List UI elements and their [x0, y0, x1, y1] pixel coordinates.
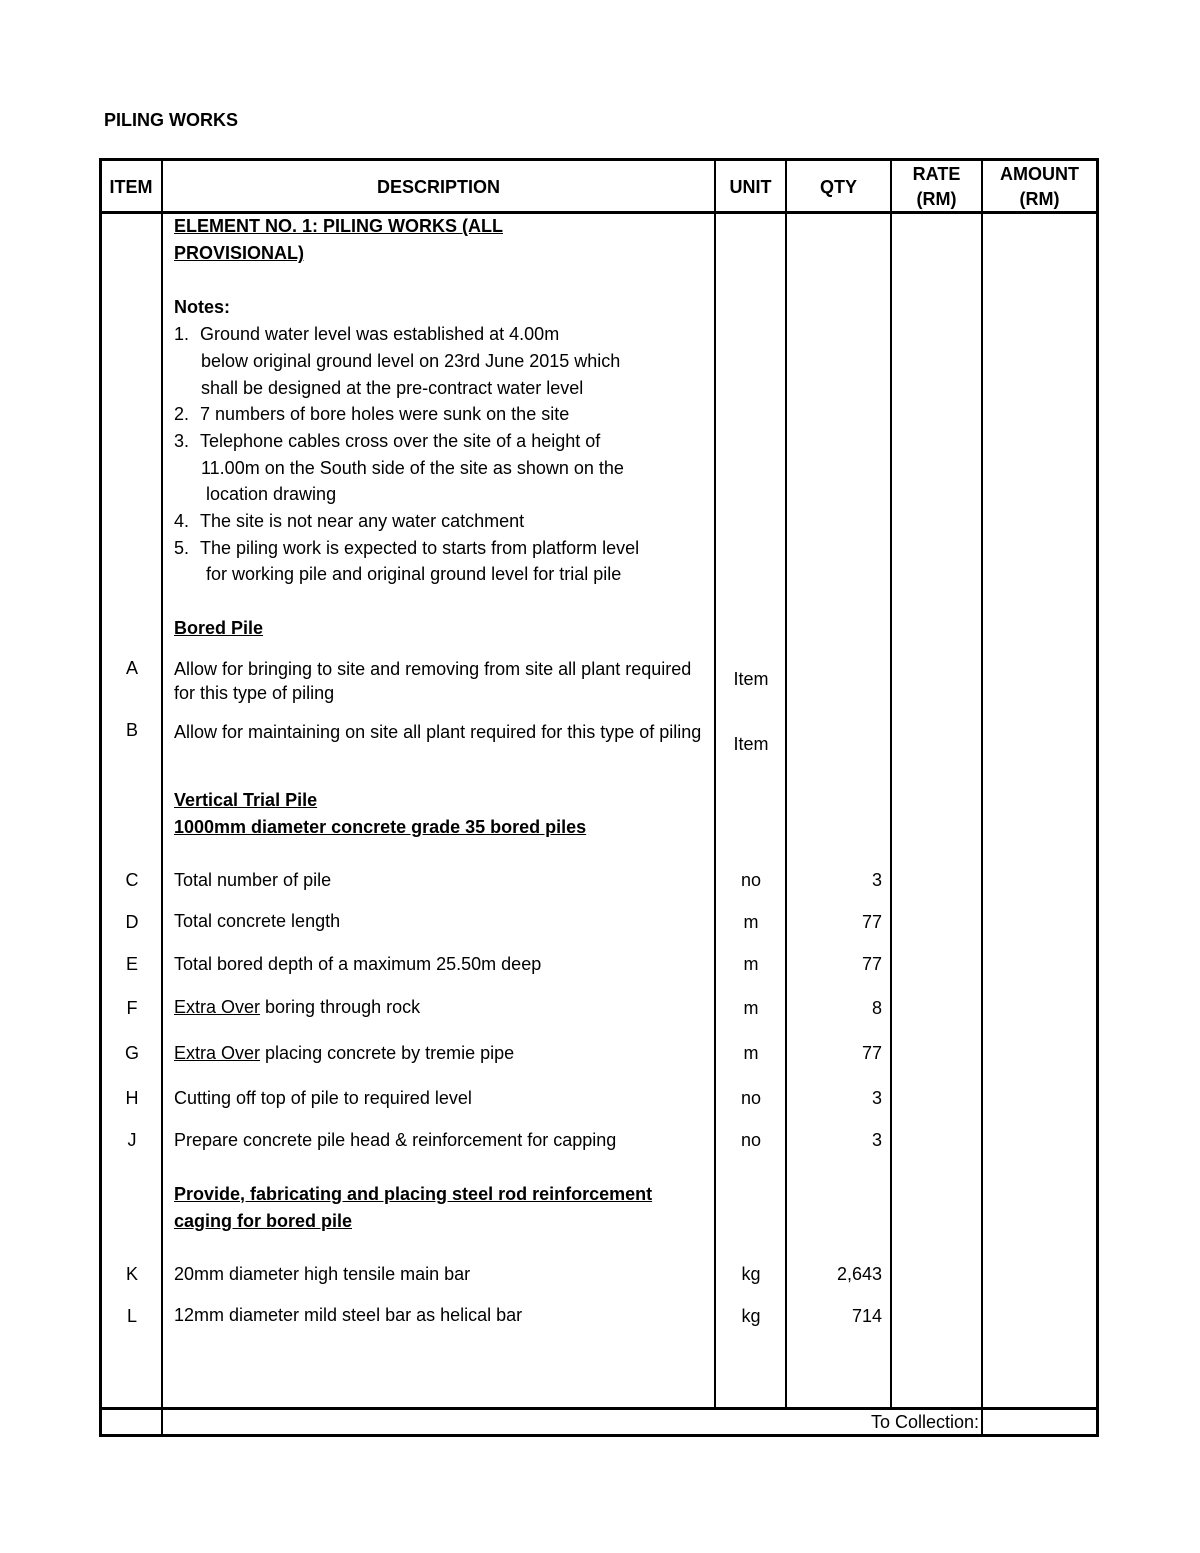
note-5-number: 5.	[174, 538, 190, 558]
note-3-line1: Telephone cables cross over the site of a height of	[200, 431, 601, 451]
note-5	[174, 535, 639, 562]
item-code-c: C	[125, 870, 139, 890]
left-border	[99, 158, 102, 1437]
right-border	[1096, 158, 1099, 1437]
header-rate-line1: RATE	[912, 164, 961, 184]
table-top-border	[99, 158, 1099, 161]
header-amount-line1: AMOUNT	[1000, 164, 1079, 184]
item-desc-h: Cutting off top of pile to required level	[174, 1088, 472, 1108]
item-desc-g-text: placing concrete by tremie pipe	[260, 1043, 515, 1063]
item-qty-h: 3	[871, 1088, 882, 1108]
header-unit: UNIT	[729, 177, 772, 197]
item-unit-b: Item	[733, 734, 769, 754]
item-unit-k: kg	[741, 1264, 761, 1284]
desc-col-divider	[714, 158, 716, 1410]
item-code-j: J	[127, 1130, 137, 1150]
item-unit-l: kg	[741, 1306, 761, 1326]
item-unit-j: no	[740, 1130, 762, 1150]
item-code-h: H	[125, 1088, 139, 1108]
qty-col-divider	[890, 158, 892, 1410]
item-qty-f: 8	[871, 998, 882, 1018]
note-5-line2: for working pile and original ground level for trial pile	[206, 564, 622, 584]
item-col-divider	[161, 158, 163, 1437]
note-5-line1: The piling work is expected to starts from platform level	[200, 538, 640, 558]
item-unit-d: m	[743, 912, 759, 932]
rate-col-divider	[981, 158, 983, 1437]
item-qty-g: 77	[861, 1043, 882, 1063]
note-4-number: 4.	[174, 511, 190, 531]
section-reinforcement-line2: caging for bored pile	[174, 1211, 353, 1231]
section-diameter-heading: 1000mm diameter concrete grade 35 bored piles	[174, 817, 587, 837]
section-bored-pile: Bored Pile	[174, 618, 264, 638]
to-collection-label: To Collection:	[870, 1412, 979, 1432]
item-code-d: D	[125, 912, 139, 932]
section-vertical-trial-pile: Vertical Trial Pile	[174, 790, 318, 810]
note-3-number: 3.	[174, 431, 190, 451]
note-4-line1: The site is not near any water catchment	[200, 511, 525, 531]
header-item: ITEM	[109, 177, 153, 197]
item-unit-a: Item	[733, 669, 769, 689]
header-description: DESCRIPTION	[376, 177, 500, 197]
item-code-a: A	[125, 658, 138, 678]
item-desc-k: 20mm diameter high tensile main bar	[174, 1264, 471, 1284]
note-4	[174, 508, 524, 535]
item-qty-j: 3	[871, 1130, 882, 1150]
item-code-b: B	[125, 720, 138, 740]
note-3-line2: 11.00m on the South side of the site as shown on the	[201, 458, 624, 478]
item-desc-e: Total bored depth of a maximum 25.50m deep	[174, 954, 542, 974]
note-2-number: 2.	[174, 404, 190, 424]
item-qty-d: 77	[861, 912, 882, 932]
element-heading-line2: PROVISIONAL)	[174, 243, 305, 263]
note-1-line1: Ground water level was established at 4.00m	[200, 324, 560, 344]
item-unit-h: no	[740, 1088, 762, 1108]
item-desc-b: Allow for maintaining on site all plant required for this type of piling	[174, 722, 702, 742]
item-desc-f-prefix: Extra Over	[174, 997, 261, 1017]
item-unit-g: m	[743, 1043, 759, 1063]
element-heading-line1: ELEMENT NO. 1: PILING WORKS (ALL	[174, 216, 503, 236]
header-qty: QTY	[819, 177, 857, 197]
item-qty-e: 77	[861, 954, 882, 974]
note-1-line2: below original ground level on 23rd June 2015 which	[201, 351, 621, 371]
section-reinforcement-line1: Provide, fabricating and placing steel rod reinforcement	[174, 1184, 653, 1204]
item-desc-f-text: boring through rock	[260, 997, 421, 1017]
item-code-g: G	[124, 1043, 139, 1063]
item-qty-l: 714	[851, 1306, 882, 1326]
item-code-e: E	[125, 954, 138, 974]
item-desc-j: Prepare concrete pile head & reinforcement for capping	[174, 1130, 617, 1150]
note-3	[174, 428, 600, 455]
item-unit-e: m	[743, 954, 759, 974]
item-code-f: F	[126, 998, 138, 1018]
item-desc-d: Total concrete length	[174, 911, 341, 931]
header-rate	[892, 163, 981, 210]
item-desc-g-prefix: Extra Over	[174, 1043, 261, 1063]
note-3-line3: location drawing	[206, 484, 337, 504]
note-1-line3: shall be designed at the pre-contract water level	[201, 378, 584, 398]
item-desc-a: Allow for bringing to site and removing from site all plant required for this type of piling	[174, 659, 692, 703]
item-unit-c: no	[740, 870, 762, 890]
page-title: PILING WORKS	[104, 110, 238, 130]
notes-title: Notes:	[174, 297, 231, 317]
item-desc-l: 12mm diameter mild steel bar as helical bar	[174, 1305, 523, 1325]
note-1	[174, 321, 559, 348]
item-desc-g	[174, 1040, 514, 1067]
item-code-l: L	[126, 1306, 137, 1326]
item-unit-f: m	[743, 998, 759, 1018]
header-amount	[983, 163, 1096, 210]
note-2	[174, 401, 569, 428]
item-desc-f	[174, 994, 420, 1021]
table-bottom-border	[99, 1434, 1099, 1437]
item-code-k: K	[125, 1264, 138, 1284]
note-2-line1: 7 numbers of bore holes were sunk on the site	[200, 404, 570, 424]
header-amount-line2: (RM)	[1019, 189, 1060, 209]
item-qty-k: 2,643	[836, 1264, 882, 1284]
note-1-number: 1.	[174, 324, 190, 344]
item-qty-c: 3	[871, 870, 882, 890]
header-rate-line2: (RM)	[916, 189, 957, 209]
body-bottom-border	[99, 1407, 1099, 1410]
unit-col-divider	[785, 158, 787, 1410]
item-desc-c: Total number of pile	[174, 870, 332, 890]
